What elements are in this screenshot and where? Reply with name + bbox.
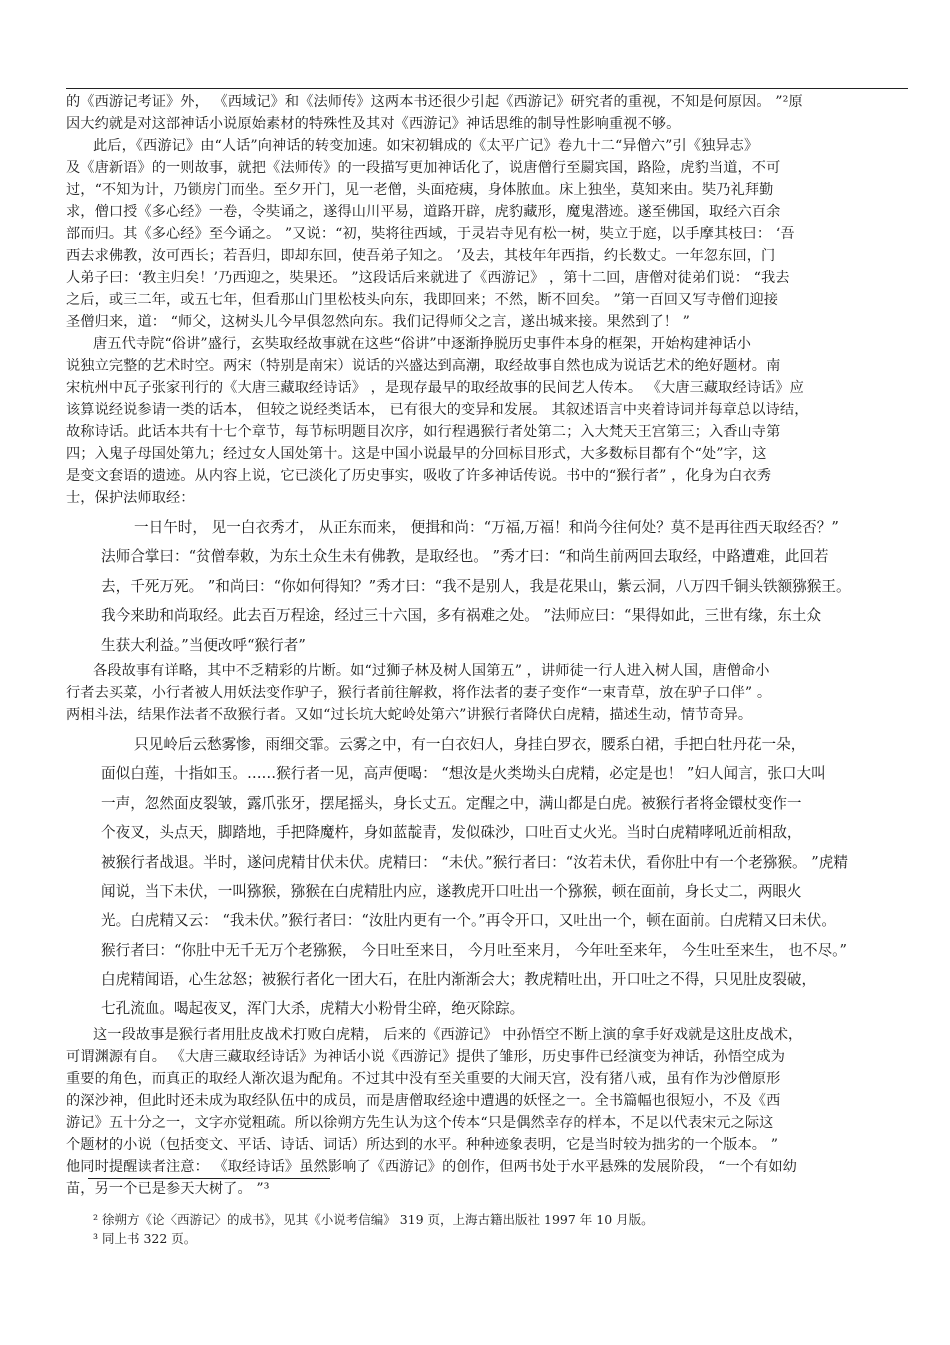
text-line: 唐五代寺院“俗讲”盛行，玄奘取经故事就在这些“俗讲”中逐渐挣脱历史事件本身的框架，开始构建神话小 [93,336,752,352]
text-line: 士，保护法师取经： [66,490,195,506]
paragraph-4 [66,660,908,726]
paragraph-3 [66,333,908,509]
text-line: 行者去买菜，小行者被人用妖法变作驴子，猴行者前往解救，将作法者的妻子变作“一束青草，放在驴子口伴” 。 [66,684,772,701]
header-rule [66,88,908,89]
text-line: 两相斗法，结果作法者不敌猴行者。又如“过长坑大蛇岭处第六”讲猴行者降伏白虎精，描述生动，情节奇异。 [66,706,753,723]
paragraph-1 [66,91,908,135]
quote-line: 猴行者曰：“你肚中无千无万个老猕猴， 今日吐至来日， 今月吐至来月， 今年吐至来年， 今生吐至来生， 也不尽。” [101,941,847,959]
block-quote-2 [66,730,908,1024]
text-line: 各段故事有详略，其中不乏精彩的片断。如“过狮子林及树人国第五” ，讲师徒一行人进入树人国，唐僧命小 [93,662,770,679]
text-line: 游记》五十分之一，文字亦觉粗疏。所以徐朔方先生认为这个传本“只是偶然幸存的样本，不足以代表宋元之际这 [66,1114,774,1131]
quote-line: 我今来助和尚取经。此去百万程途，经过三十六国，多有祸难之处。 ”法师应曰：“果得如此，三世有缘，东土众 [101,607,822,625]
footnote-2: ² 徐朔方《论〈西游记〉的成书》，见其《小说考信编》 319 页，上海古籍出版社 1997 年 10 月版。 [93,1212,654,1227]
quote-line: 光。白虎精又云： “我未伏。”猴行者曰：“汝肚内更有一个。”再令开口，又吐出一个，顿在面前。白虎精又曰未伏。 [101,912,836,930]
quote-line: 一日午时， 见一白衣秀才， 从正东而来， 便揖和尚：“万福,万福！和尚今往何处？莫不是再往西天取经否？” [134,519,839,536]
text-line: 及《唐新语》的一则故事，就把《法师传》的一段描写更加神话化了，说唐僧行至罽宾国，路险，虎豹当道，不可 [66,160,781,176]
text-line: 西去求佛教，汝可西长；若吾归，即却东回，使吾弟子知之。 ’及去，其枝年年西指，约长数丈。一年忽东回，门 [66,248,776,264]
text-line: 故称诗话。此话本共有十七个章节，每节标明题目次序，如行程遇猴行者处第二；入大梵天王宫第三；入香山寺第 [66,424,781,440]
quote-line: 闻说，当下未伏，一叫猕猴，猕猴在白虎精肚内应，遂教虎开口吐出一个猕猴，顿在面前，身长丈二，两眼火 [101,882,802,900]
quote-line: 个夜叉，头点天，脚踏地，手把降魔杵，身如蓝靛青，发似硃沙，口吐百丈火光。当时白虎精哮吼近前相敌， [101,824,802,842]
text-line: 之后，或三二年，或五七年，但看那山门里松枝头向东，我即回来；不然，断不回矣。 ”第一百回又写寺僧们迎接 [66,292,779,308]
document-body [66,91,908,1200]
text-line: 四；入鬼子母国处第九；经过女人国处第十。这是中国小说最早的分回标目形式，大多数标目都有个“处”字，这 [66,446,767,462]
quote-line: 白虎精闻语，心生忿怒；被猴行者化一团大石，在肚内渐渐会大；教虎精吐出，开口吐之不得，只见肚皮裂破， [101,971,817,989]
quote-line: 只见岭后云愁雾惨，雨细交霏。云雾之中，有一白衣妇人，身挂白罗衣，腰系白裙，手把白牡丹花一朵， [134,735,806,753]
footnote-rule [88,1178,330,1179]
text-line: 的《西游记考证》外， 《西域记》和《法师传》这两本书还很少引起《西游记》研究者的重视，不知是何原因。 ”²原 [66,94,803,110]
text-line: 部而归。其《多心经》至今诵之。 ”又说：“初，奘将往西域，于灵岩寺见有松一树，奘立于庭，以手摩其枝曰： ‘吾 [66,226,795,242]
quote-line: 被猴行者战退。半时，遂问虎精甘伏未伏。虎精曰： “未伏。”猴行者曰：“汝若未伏，看你肚中有一个老猕猴。 ”虎精 [101,853,848,871]
text-line: 个题材的小说（包括变文、平话、诗话、词话）所达到的水平。种种迹象表明，它是当时较为拙劣的一个版本。 ” [66,1136,779,1153]
text-line: 重要的角色，而真正的取经人渐次退为配角。不过其中没有至关重要的大闹天宫，没有猪八戒，虽有作为沙僧原形 [66,1070,781,1087]
quote-line: 去，千死万死。 ”和尚曰：“你如何得知？”秀才曰：“我不是别人，我是花果山，紫云洞，八万四千铜头铁额猕猴王。 [101,577,851,595]
text-line: 说独立完整的艺术时空。两宋（特别是南宋）说话的兴盛达到高潮，取经故事自然也成为说话艺术的绝好题材。南 [66,358,781,374]
text-line: 圣僧归来，道： “师父，这树头儿今早俱忽然向东。我们记得师父之言，遂出城来接。果然到了！ ” [66,314,691,330]
footnote-3: ³ 同上书 322 页。 [93,1231,197,1246]
text-line: 这一段故事是猴行者用肚皮战术打败白虎精， 后来的《西游记》 中孙悟空不断上演的拿手好戏就是这肚皮战术， [93,1026,803,1043]
text-line: 该算说经说参请一类的话本， 但较之说经类话本， 已有很大的变异和发展。 其叙述语言中夹着诗词并每章总以诗结， [66,402,809,418]
text-line: 他同时提醒读者注意： 《取经诗话》虽然影响了《西游记》的创作，但两书处于水平悬殊的发展阶段， “一个有如幼 [66,1158,797,1175]
text-line: 可谓渊源有自。 《大唐三藏取经诗话》为神话小说《西游记》提供了雏形，历史事件已经演变为神话，孙悟空成为 [66,1048,785,1065]
quote-line: 生获大利益。”当便改呼“猴行者” [101,636,306,654]
text-line: 宋杭州中瓦子张家刊行的《大唐三藏取经诗话》 ，是现存最早的取经故事的民间艺人传本。 《大唐三藏取经诗话》应 [66,380,804,396]
quote-line: 法师合掌曰：“贫僧奉敕，为东土众生未有佛教，是取经也。 ”秀才曰：“和尚生前两回去取经，中路遭难，此回若 [101,548,829,566]
quote-line: 面似白莲，十指如玉。……猴行者一见，高声便喝： “想汝是火类坳头白虎精，必定是也！ ”妇人闻言，张口大叫 [101,765,826,783]
text-line: 因大约就是对这部神话小说原始素材的特殊性及其对《西游记》神话思维的制导性影响重视不够。 [66,116,681,132]
text-line: 求，僧口授《多心经》一卷，令奘诵之，遂得山川平易，道路开辟，虎豹藏形，魔鬼潜迹。遂至佛国，取经六百余 [66,204,781,220]
text-line: 是变文套语的遗迹。从内容上说，它已淡化了历史事实，吸收了许多神话传说。书中的“猴行者” ，化身为白衣秀 [66,468,772,484]
text-line: 此后，《西游记》由“人话”向神话的转变加速。如宋初辑成的《太平广记》卷九十二“异僧六”引《独异志》 [93,138,759,154]
quote-line: 七孔流血。喝起夜叉，浑门大杀，虎精大小粉骨尘碎，绝灭除踪。 [101,1000,525,1018]
text-line: 的深沙神，但此时还未成为取经队伍中的成员，而是唐僧取经途中遭遇的妖怪之一。全书篇幅也很短小，不及《西 [66,1092,781,1109]
text-line: 人弟子曰：‘教主归矣！’乃西迎之，奘果还。 ”这段话后来就进了《西游记》 ，第十二回，唐僧对徒弟们说： “我去 [66,270,790,286]
block-quote-1 [66,513,908,660]
text-line: 过，“不知为计，乃锁房门而坐。至夕开门，见一老僧，头面疮痍，身体脓血。床上独坐，莫知来由。奘乃礼拜勤 [66,182,774,198]
paragraph-5 [66,1024,908,1200]
text-line: 苗，另一个已是参天大树了。 ”³ [66,1180,270,1197]
quote-line: 一声，忽然面皮裂皱，露爪张牙，摆尾摇头，身长丈五。定醒之中，满山都是白虎。被猴行者将金镮杖变作一 [101,794,802,812]
paragraph-2 [66,135,908,333]
